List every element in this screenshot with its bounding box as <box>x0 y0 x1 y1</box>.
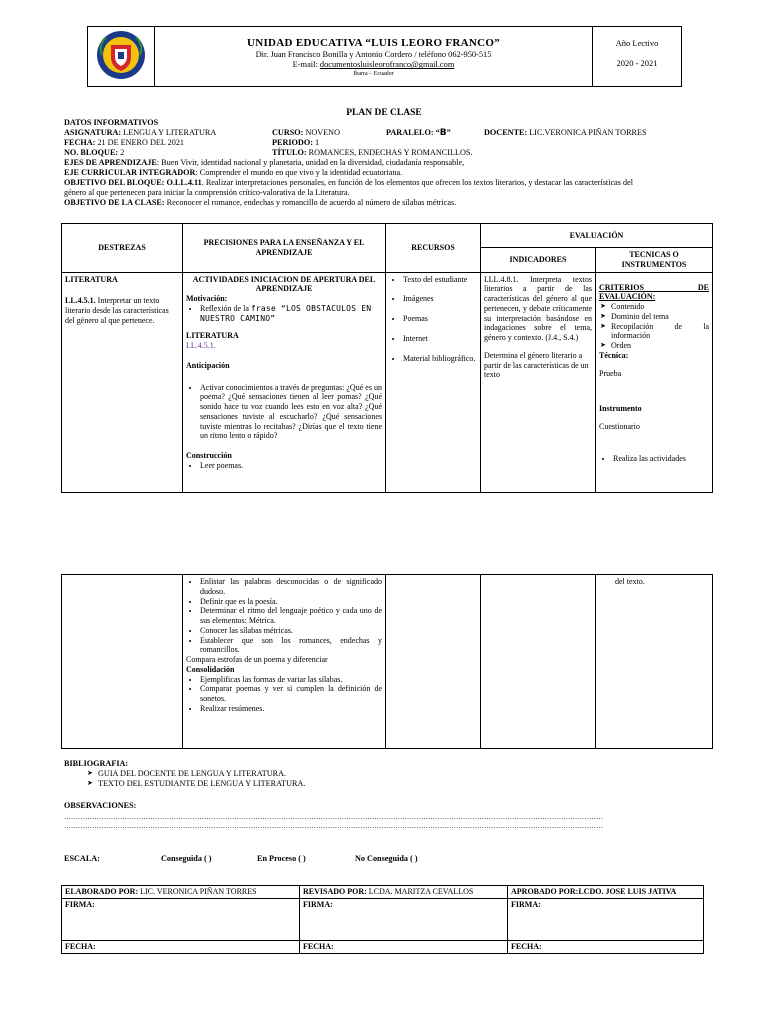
recursos-cell-continued <box>386 575 481 749</box>
titulo-value: ROMANCES, ENDECHAS Y ROMANCILLOS. <box>306 148 473 157</box>
header-indicadores: INDICADORES <box>481 248 596 273</box>
school-email-line <box>155 60 592 70</box>
destreza-desc: Interpretar un texto literario desde las características del género al que pertenece. <box>65 296 169 325</box>
periodo-label: PERIODO: <box>272 138 313 147</box>
bloque-value: 2 <box>118 148 125 157</box>
datos-title: DATOS INFORMATIVOS <box>64 118 159 127</box>
instrumento-label: Instrumento <box>599 404 642 414</box>
header-recursos: RECURSOS <box>386 224 481 273</box>
bibliografia-block <box>64 759 305 789</box>
list-item: • Realiza las actividades <box>613 454 709 464</box>
eje-line <box>64 168 714 178</box>
signatures-table <box>61 885 704 954</box>
list-item: • Conocer las sílabas métricas. <box>200 626 382 636</box>
observaciones-line-2[interactable]: …………………………………………………………………………………………………………………………………………………………………………………………………………… <box>64 821 603 830</box>
tecnica-value: Prueba <box>599 368 622 378</box>
revisado-cell <box>300 886 508 899</box>
info-row-2 <box>64 138 714 148</box>
firma-aprobado[interactable]: FIRMA: <box>508 898 704 940</box>
tecnicas-cell <box>596 272 713 493</box>
aprobado-cell: APROBADO POR:LCDO. JOSE LUIS JATIVA <box>508 886 704 899</box>
construccion-label: Construcción <box>186 451 232 460</box>
school-city: Ibarra – Ecuador <box>353 70 394 77</box>
indicador-1: I.LL.4.8.1. Interpreta textos literarios a partir de las características del género al que pertenecen, y debate críticamente su interpretación basándose en indagaciones sobre el tema, género y contexto. (J.4., S.4.) <box>484 274 592 342</box>
bloque-label: NO. BLOQUE: <box>64 148 119 157</box>
email-link[interactable]: documentosluisleorofranco@gmail.com <box>319 60 455 70</box>
plan-title: PLAN DE CLASE <box>346 108 422 118</box>
escala-no-conseguida[interactable]: No Conseguida ( ) <box>355 854 418 863</box>
list-item: • Material bibliográfico. <box>403 354 477 364</box>
destreza-title: LITERATURA <box>65 274 118 284</box>
ejes-value: : Buen Vivir, identidad nacional y planetaria, unidad en la diversidad, ciudadanía responsable, <box>156 158 465 167</box>
eje-label: EJE CURRICULAR INTEGRADOR <box>64 168 196 177</box>
revisado-value: LCDA. MARITZA CEVALLOS <box>366 887 474 896</box>
reflexion-text: Reflexión de la <box>200 303 249 313</box>
indicadores-cell <box>481 272 596 493</box>
school-address: Dir. Juan Francisco Bonilla y Antonio Cordero / teléfono 062-950-515 <box>255 50 492 60</box>
year-value: 2020 - 2021 <box>616 58 658 69</box>
objb-code: : O.LL.4.11 <box>161 178 202 187</box>
revisado-label: REVISADO POR: <box>303 887 367 896</box>
curso-label: CURSO: <box>272 128 304 137</box>
list-item: • Internet <box>403 334 477 344</box>
anticipacion-label: Anticipación <box>186 360 230 370</box>
tecnicas-cell-continued <box>596 575 713 749</box>
list-item: • Comparar poemas y ver si cumplen la definición de sonetos. <box>200 684 382 704</box>
paralelo-value: B <box>439 128 447 138</box>
criterios-title: CRITERIOS DE EVALUACIÓN: <box>599 282 709 302</box>
destrezas-cell <box>62 272 183 493</box>
objetivo-bloque-line-2: género al que pertenecen para iniciar la comprensión crítico-valorativa de la Literatura. <box>64 188 350 197</box>
escala-en-proceso[interactable]: En Proceso ( ) <box>257 854 306 863</box>
objb-text-1: . Realizar interpretaciones personales, en función de los elementos que ofrecen los textos literarios, y destacar las características del <box>201 178 633 187</box>
plan-table-continued <box>61 574 713 749</box>
observaciones-title: OBSERVACIONES: <box>64 801 137 810</box>
motivacion-list <box>186 304 382 324</box>
year-cell <box>593 27 682 87</box>
recursos-cell <box>386 272 481 493</box>
destreza-text <box>65 296 179 325</box>
literatura-code: LL.4.5.1. <box>186 341 216 350</box>
header-evaluacion: EVALUACIÓN <box>481 224 713 248</box>
asignatura-value: LENGUA Y LITERATURA <box>121 128 217 137</box>
construccion-list <box>186 461 382 471</box>
firma-revisado[interactable]: FIRMA: <box>300 898 508 940</box>
list-item: ➤ GUIA DEL DOCENTE DE LENGUA Y LITERATURA. <box>98 769 305 779</box>
literatura-label: LITERATURA <box>186 331 239 341</box>
anticipacion-list <box>186 383 382 442</box>
firma-elaborado[interactable]: FIRMA: <box>62 898 300 940</box>
list-item: • Poemas <box>403 314 477 324</box>
fecha-revisado[interactable]: FECHA: <box>300 940 508 953</box>
consolidacion-label: Consolidación <box>186 664 235 674</box>
asignatura-label: ASIGNATURA: <box>64 128 122 137</box>
consolidacion-list <box>186 675 382 714</box>
precisiones-cell-continued <box>183 575 386 749</box>
email-label: E-mail: <box>292 60 320 70</box>
objc-label: OBJETIVO DE LA CLASE: <box>64 198 165 207</box>
list-item: • Enlistar las palabras desconocidas o de significado dudoso. <box>200 577 382 597</box>
header-tecnicas: TECNICAS O INSTRUMENTOS <box>596 248 713 273</box>
realiza-list <box>599 454 709 464</box>
fecha-aprobado[interactable]: FECHA: <box>508 940 704 953</box>
observaciones-block <box>64 801 704 830</box>
elaborado-label: ELABORADO POR: <box>65 887 139 896</box>
list-item: • Activar conocimientos a través de preguntas: ¿Qué es un poema? ¿Qué sensaciones tienen al leer pomas? ¿Qué sonido hace tu voz cuando lees esto en voz alta? ¿Qué sensaciones tuviste al escucharlo? ¿Qué sensaciones tuviste mientras lo recitabas? ¿Dirías que el texto tiene un ritmo lento o rápido? <box>200 383 382 442</box>
fecha-value: 21 DE ENERO DEL 2021 <box>95 138 185 147</box>
ejes-line <box>64 158 714 168</box>
school-info-cell <box>155 27 593 87</box>
destrezas-cell-continued <box>62 575 183 749</box>
motivacion-label: Motivación: <box>186 294 228 303</box>
list-item: ➤ Recopilación de la información <box>611 322 709 342</box>
school-logo-cell <box>88 27 155 87</box>
tecnica-label: Técnica: <box>599 350 629 360</box>
criterios-list <box>599 302 709 351</box>
fecha-elaborado[interactable]: FECHA: <box>62 940 300 953</box>
destreza-code: LL.4.5.1. <box>65 296 96 306</box>
info-row-1 <box>64 128 714 138</box>
frase-text: frase “LOS OBSTACULOS EN NUESTRO CAMINO” <box>200 303 372 323</box>
bibliografia-list <box>64 769 305 789</box>
curso-value: NOVENO <box>303 128 341 137</box>
del-texto: del texto. <box>615 577 645 586</box>
list-item: • Texto del estudiante <box>403 275 477 285</box>
escala-label: ESCALA: <box>64 854 100 863</box>
fecha-label: FECHA: <box>64 138 96 147</box>
objetivo-bloque-line <box>64 178 714 188</box>
indicadores-cell-continued <box>481 575 596 749</box>
school-name: UNIDAD EDUCATIVA “LUIS LEORO FRANCO” <box>246 37 501 49</box>
list-item: • Establecer que son los romances, endechas y romancillos. <box>200 636 382 656</box>
list-item: • Definir que es la poesía. <box>200 597 382 607</box>
recursos-list <box>389 275 477 364</box>
paralelo-end: ” <box>446 128 451 137</box>
list-item: • Ejemplificas las formas de variar las sílabas. <box>200 675 382 685</box>
construccion-list-continued <box>186 577 382 655</box>
actividades-title: ACTIVIDADES INICIACION DE APERTURA DEL APRENDIZAJE <box>192 274 376 294</box>
elaborado-value: LIC. VERONICA PIÑAN TORRES <box>138 887 257 896</box>
ejes-label: EJES DE APRENDIZAJE <box>64 158 157 167</box>
list-item: ➤ TEXTO DEL ESTUDIANTE DE LENGUA Y LITERATURA. <box>98 779 305 789</box>
list-item: • Determinar el ritmo del lenguaje poético y cada uno de sus elementos: Métrica. <box>200 606 382 626</box>
list-item: • Realizar resúmenes. <box>200 704 382 714</box>
periodo-value: 1 <box>312 138 320 147</box>
school-logo-icon <box>88 27 154 83</box>
eje-value: : Comprender el mundo en que vivo y la identidad ecuatoriana. <box>195 168 403 177</box>
elaborado-cell <box>62 886 300 899</box>
paralelo-label: PARALELO: “ <box>386 128 440 137</box>
titulo-label: TÍTULO: <box>272 148 307 157</box>
list-item: ➤ Orden <box>611 341 709 351</box>
observaciones-line-1[interactable]: …………………………………………………………………………………………………………………………………………………………………………………………………………… <box>64 813 603 821</box>
list-item: ➤ Contenido <box>611 302 709 312</box>
compara-text: Compara estrofas de un poema y diferenciar <box>186 655 328 664</box>
bibliografia-title: BIBLIOGRAFIA: <box>64 759 129 768</box>
instrumento-value: Cuestionario <box>599 422 640 431</box>
precisiones-cell <box>183 272 386 493</box>
header-precisiones: PRECISIONES PARA LA ENSEÑANZA Y EL APRENDIZAJE <box>183 224 386 273</box>
header-table <box>87 26 682 87</box>
indicador-2: Determina el género literario a partir de las características de un texto <box>484 350 589 380</box>
objetivo-clase-line <box>64 198 714 208</box>
escala-conseguida[interactable]: Conseguida ( ) <box>161 854 212 863</box>
year-label: Año Lectivo <box>615 38 659 48</box>
info-row-3 <box>64 148 714 158</box>
list-item <box>200 304 382 324</box>
list-item: ➤ Dominio del tema <box>611 312 709 322</box>
header-destrezas: DESTREZAS <box>62 224 183 273</box>
plan-table <box>61 223 713 493</box>
list-item: • Leer poemas. <box>200 461 382 471</box>
info-block <box>64 118 714 208</box>
list-item: • Imágenes <box>403 294 477 304</box>
docente-label: DOCENTE: <box>484 128 528 137</box>
docente-value: LIC.VERONICA PIÑAN TORRES <box>527 128 647 137</box>
objb-label: OBJETIVO DEL BLOQUE <box>64 178 162 187</box>
objc-value: Reconocer el romance, endechas y romancillo de acuerdo al número de sílabas métricas. <box>164 198 457 207</box>
